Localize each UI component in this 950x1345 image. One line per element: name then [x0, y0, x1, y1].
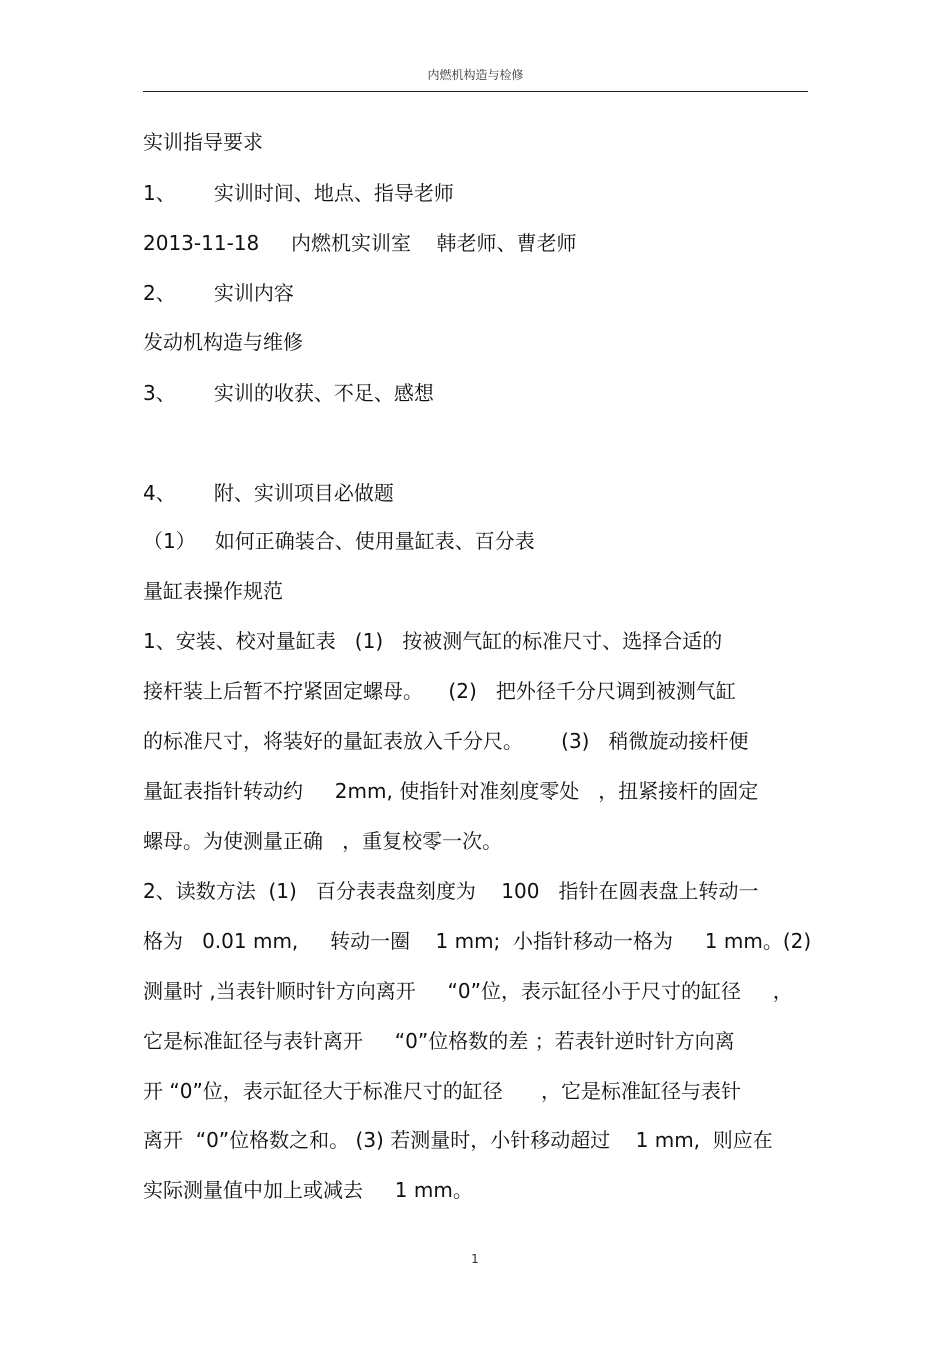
section-heading: 实训指导要求: [143, 130, 263, 154]
paragraph-line: 发动机构造与维修: [143, 330, 303, 354]
header-rule: [143, 91, 808, 92]
paragraph-line: 的标准尺寸，将装好的量缸表放入千分尺。 (3) 稍微旋动接杆便: [143, 729, 749, 753]
subsection-heading: 量缸表操作规范: [143, 579, 283, 603]
paragraph-line: 螺母。为使测量正确 ，重复校零一次。: [143, 829, 503, 853]
paragraph-line: 离开 “0”位格数之和。 (3) 若测量时，小针移动超过 1 mm, 则应在: [143, 1128, 773, 1152]
paragraph-line: 测量时 ,当表针顺时针方向离开 “0”位，表示缸径小于尺寸的缸径 ，: [143, 979, 793, 1003]
list-item: 2、 实训内容: [143, 281, 294, 305]
paragraph-line: 开 “0”位，表示缸径大于标准尺寸的缸径 ，它是标准缸径与表针: [143, 1079, 741, 1103]
paragraph-line: 它是标准缸径与表针离开 “0”位格数的差 ；若表针逆时针方向离: [143, 1029, 735, 1053]
paragraph-line: 1、安装、校对量缸表 (1) 按被测气缸的标准尺寸、选择合适的: [143, 629, 723, 653]
running-header: 内燃机构造与检修: [427, 68, 524, 82]
paragraph-line: 量缸表指针转动约 2mm, 使指针对准刻度零处 ，扭紧接杆的固定: [143, 779, 759, 803]
list-item: 3、 实训的收获、不足、感想: [143, 381, 434, 405]
paragraph-line: 格为 0.01 mm, 转动一圈 1 mm; 小指针移动一格为 1 mm。(2): [143, 929, 812, 953]
list-item: 1、 实训时间、地点、指导老师: [143, 181, 454, 205]
paragraph-line: 2013-11-18 内燃机实训室 韩老师、曹老师: [143, 231, 577, 255]
sub-item: （1） 如何正确装合、使用量缸表、百分表: [143, 529, 535, 553]
page-number: 1: [471, 1252, 479, 1266]
paragraph-line: 接杆装上后暂不拧紧固定螺母。 (2) 把外径千分尺调到被测气缸: [143, 679, 736, 703]
paragraph-line: 2、读数方法 (1) 百分表表盘刻度为 100 指针在圆表盘上转动一: [143, 879, 759, 903]
paragraph-line: 实际测量值中加上或减去 1 mm。: [143, 1178, 473, 1202]
list-item: 4、 附、实训项目必做题: [143, 481, 394, 505]
